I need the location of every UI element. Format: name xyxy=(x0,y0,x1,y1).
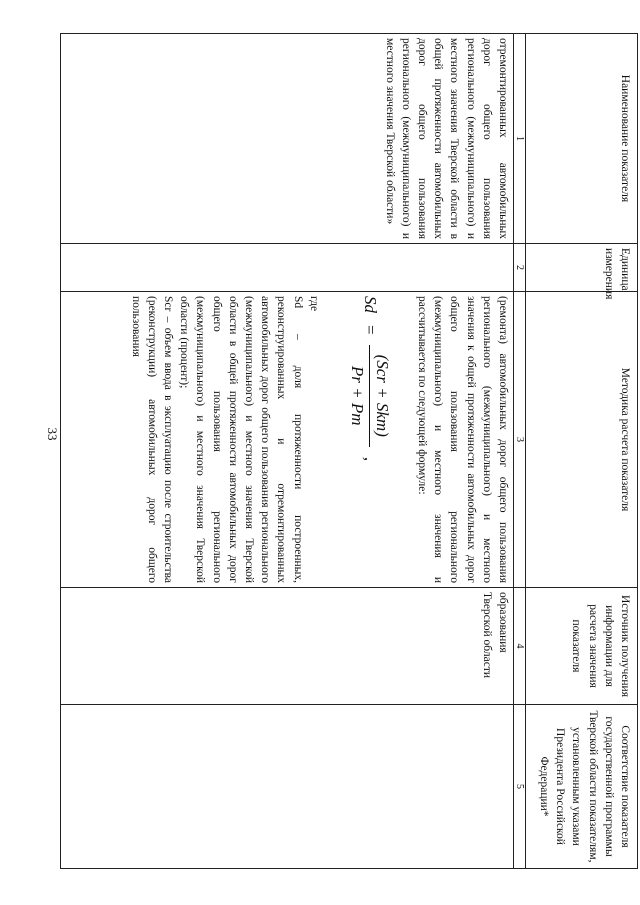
source-cell: образования Тверской области xyxy=(61,588,514,705)
column-number-row xyxy=(514,34,526,869)
method-sd-definition: Sd – доля протяженности построенных, реконструированных и отремонтированных автомобильных дорог общего пользования регионального (межмуниципального) и местного значения Тверской области в общей протяженности автомобильных дорог общего пользования регионального (межмуниципального) и местного значения Тверской области (процент); xyxy=(178,296,304,583)
unit-cell xyxy=(61,244,514,292)
col-number: 4 xyxy=(514,588,526,705)
col-number: 3 xyxy=(514,292,526,588)
col-number: 2 xyxy=(514,244,526,292)
table-row xyxy=(61,34,514,869)
header-unit: Единица измерения xyxy=(526,244,638,292)
method-scr-definition: Scr – объем ввода в эксплуатацию после строительства (реконструкции) автомобильных дорог общего пользования xyxy=(129,296,174,583)
col-number: 1 xyxy=(514,34,526,244)
indicator-table xyxy=(60,33,638,869)
formula-denominator: Pr + Pm xyxy=(348,365,368,426)
indicator-name-cell: отремонтированных автомобильных дорог общего пользования регионального (межмуниципального) и местного значения Тверской области в общей протяженности автомобильных дорог общего пользования регионального (межмуниципального) и местного значения Тверской области» xyxy=(61,34,514,244)
formula-fraction xyxy=(348,345,393,447)
formula-comma: , xyxy=(360,456,380,462)
formula xyxy=(326,296,414,583)
compliance-cell xyxy=(61,705,514,869)
header-name: Наименование показателя xyxy=(526,34,638,244)
method-where: где xyxy=(307,296,320,312)
header-compliance: Соответствие показателя государственной программы Тверской области показателям, установленным указами Президента Российской Федерации* xyxy=(526,705,638,869)
col-number: 5 xyxy=(514,705,526,869)
header-row xyxy=(526,34,638,869)
formula-lhs: Sd xyxy=(360,296,380,313)
header-source: Источник получения информации для расчета значения показателя xyxy=(526,588,638,705)
header-method: Методика расчета показателя xyxy=(526,292,638,588)
method-cell xyxy=(61,292,514,588)
formula-equals: = xyxy=(360,325,380,335)
page-number: 33 xyxy=(45,427,60,441)
method-intro: (ремонта) автомобильных дорог общего пользования регионального (межмуниципального) и местного значения к общей протяженности автомобильных дорог общего пользования регионального (межмуниципального) и местного значения и рассчитывается по следующей формуле: xyxy=(415,296,509,583)
formula-numerator: (Scr + Skm) xyxy=(369,345,390,447)
rotated-page xyxy=(58,33,638,868)
